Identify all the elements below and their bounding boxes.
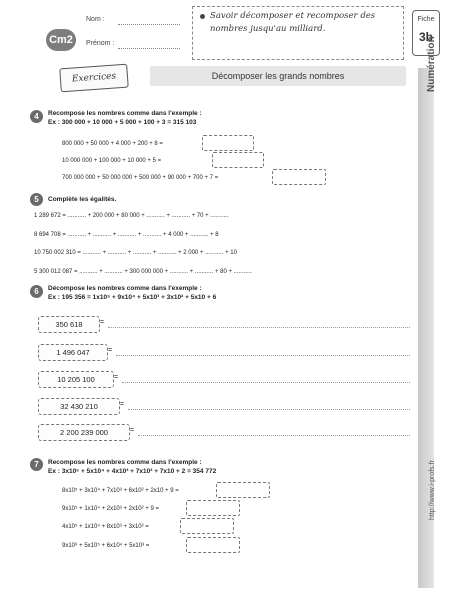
exercise-7-instruction: Recompose les nombres comme dans l'exemple :: [48, 459, 202, 466]
equals-sign: =: [120, 401, 125, 408]
fiche-number: 3b: [418, 30, 433, 44]
exercise-6-number: 6: [30, 285, 43, 298]
subject-label: Numération: [426, 36, 437, 92]
equals-sign: =: [100, 319, 105, 326]
name-label: Nom :: [86, 16, 105, 23]
page-title: Décomposer les grands nombres: [150, 66, 406, 86]
answer-line[interactable]: [128, 409, 410, 410]
number-box: 350 618: [38, 316, 100, 333]
exercise-4-number: 4: [30, 110, 43, 123]
exercise-7-line-3: 4x10⁵ + 1x10⁴ + 8x10³ + 3x10² =: [62, 524, 149, 530]
exercise-5-number: 5: [30, 193, 43, 206]
exercise-4-line-3: 700 000 000 + 50 000 000 + 500 000 + 90 000 + 700 + 7 =: [62, 175, 219, 181]
answer-line[interactable]: [138, 435, 410, 436]
exercise-6-example: Ex : 195 356 = 1x10⁵ + 9x10⁴ + 5x10³ + 3x10² + 5x10 + 6: [48, 294, 217, 301]
equals-sign: =: [108, 347, 113, 354]
objective-text: Savoir décomposer et recomposer des nombres jusqu'au milliard.: [210, 11, 376, 34]
name-field[interactable]: [118, 24, 180, 25]
number-box: 32 430 210: [38, 398, 120, 415]
answer-line[interactable]: [116, 355, 410, 356]
firstname-field[interactable]: [118, 48, 180, 49]
exercise-7-number: 7: [30, 458, 43, 471]
exercise-7-line-2: 9x10⁵ + 1x10⁴ + 2x10³ + 2x10² + 9 =: [62, 506, 159, 512]
number-box: 10 205 100: [38, 371, 114, 388]
exercise-6-instruction: Décompose les nombres comme dans l'exemple :: [48, 285, 202, 292]
answer-box[interactable]: [202, 135, 254, 151]
exercise-7-example: Ex : 3x10⁵ + 5x10⁴ + 4x10³ + 7x10² + 7x10 + 2 = 354 772: [48, 468, 217, 475]
equals-sign: =: [114, 374, 119, 381]
exercices-tag: Exercices: [59, 64, 129, 93]
site-url: http://www.i-profs.fr: [429, 460, 436, 520]
exercise-5-line-3[interactable]: 10 750 002 310 = ........... + ........... + ........... + ........... + 2 000 + ........... + 10: [34, 250, 237, 256]
exercise-5-instruction: Complète les égalités.: [48, 196, 117, 203]
number-box: 1 496 047: [38, 344, 108, 361]
answer-box[interactable]: [180, 518, 234, 534]
exercise-5-line-2[interactable]: 8 694 708 = ........... + ........... + ........... + ........... + 4 000 + ........... + 8: [34, 232, 219, 238]
exercise-4-example: Ex : 300 000 + 10 000 + 5 000 + 100 + 3 = 315 103: [48, 119, 197, 126]
exercise-4-line-2: 10 000 000 + 100 000 + 10 000 + 5 =: [62, 158, 162, 164]
exercise-4-line-1: 800 000 + 50 000 + 4 000 + 200 + 8 =: [62, 141, 163, 147]
answer-line[interactable]: [122, 382, 410, 383]
answer-box[interactable]: [212, 152, 264, 168]
firstname-label: Prénom :: [86, 40, 115, 47]
exercise-5-line-1[interactable]: 1 289 672 = ........... + 200 000 + 80 000 + ........... + ........... + 70 + ...........: [34, 213, 229, 219]
number-box: 2 200 239 000: [38, 424, 130, 441]
answer-box[interactable]: [186, 500, 240, 516]
exercise-7-line-4: 9x10⁶ + 5x10⁵ + 6x10⁴ + 5x10³ =: [62, 543, 150, 549]
exercise-7-line-1: 8x10⁵ + 3x10⁴ + 7x10³ + 6x10² + 2x10 + 9 =: [62, 488, 179, 494]
exercise-4-instruction: Recompose les nombres comme dans l'exemple :: [48, 110, 202, 117]
answer-box[interactable]: [272, 169, 326, 185]
equals-sign: =: [130, 427, 135, 434]
answer-line[interactable]: [108, 327, 410, 328]
answer-box[interactable]: [186, 537, 240, 553]
answer-box[interactable]: [216, 482, 270, 498]
bullet-icon: [200, 14, 205, 19]
exercise-5-line-4[interactable]: 5 300 012 087 = ........... + ........... + 300 000 000 + ........... + ........... + 80 + ...........: [34, 269, 252, 275]
level-badge: Cm2: [46, 29, 76, 51]
fiche-label: Fiche: [417, 16, 435, 23]
